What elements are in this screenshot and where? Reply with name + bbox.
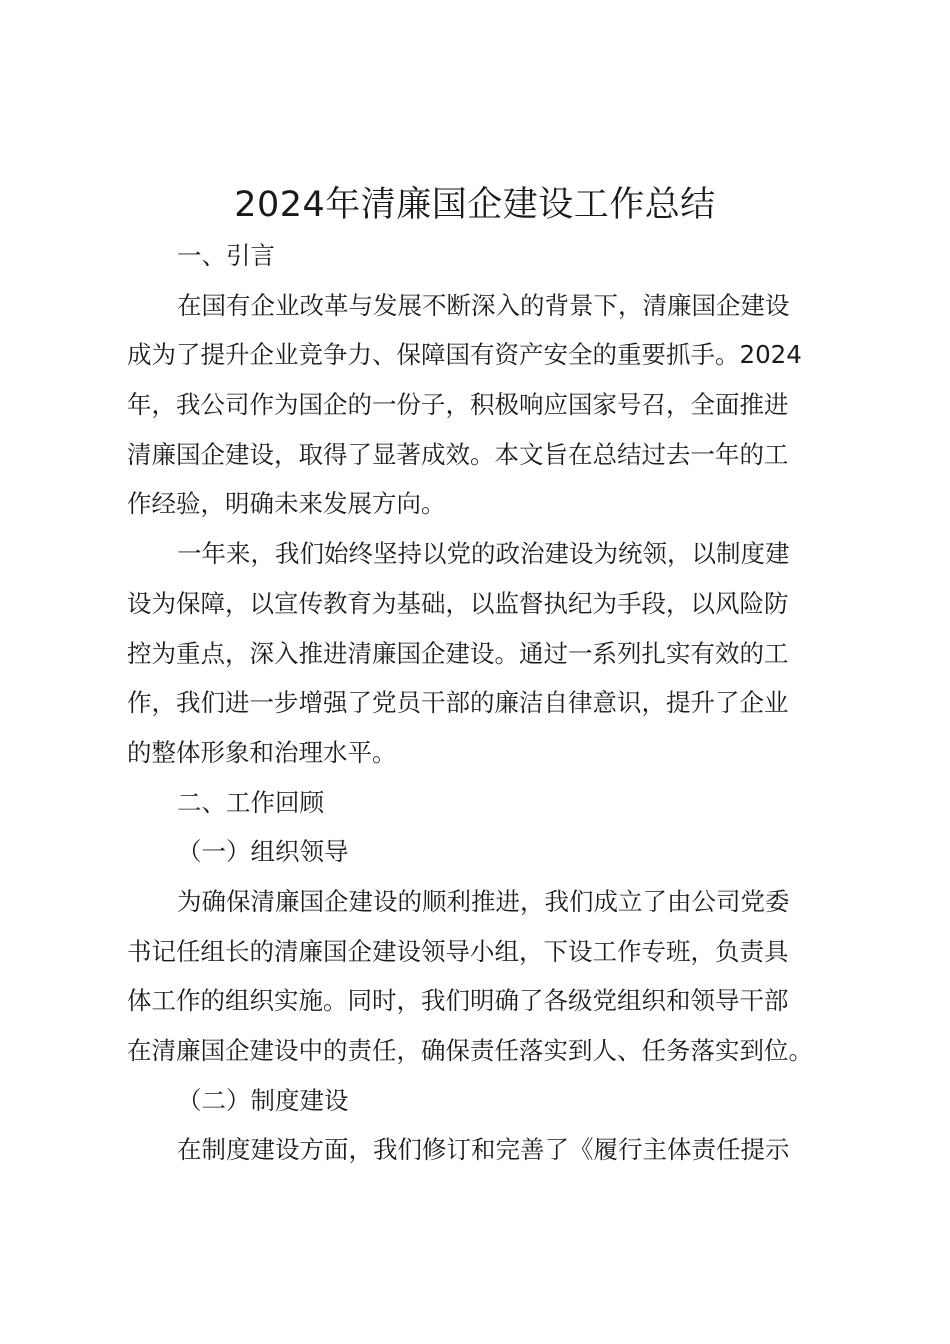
text-line: 书记任组长的清廉国企建设领导小组，下设工作专班，负责具 bbox=[127, 936, 789, 966]
text-line: 年，我公司作为国企的一份子，积极响应国家号召，全面推进 bbox=[127, 390, 789, 420]
text-line: 体工作的组织实施。同时，我们明确了各级党组织和领导干部 bbox=[127, 986, 789, 1016]
text-line: 控为重点，深入推进清廉国企建设。通过一系列扎实有效的工 bbox=[127, 638, 789, 668]
document-body bbox=[127, 231, 837, 1175]
text-line: 在国有企业改革与发展不断深入的背景下，清廉国企建设 bbox=[177, 290, 790, 320]
text-line: （一）组织领导 bbox=[177, 837, 349, 867]
text-line: 清廉国企建设，取得了显著成效。本文旨在总结过去一年的工 bbox=[127, 439, 789, 469]
text-line: 设为保障，以宣传教育为基础，以监督执纪为手段，以风险防 bbox=[127, 588, 789, 618]
text-line: 二、工作回顾 bbox=[177, 787, 324, 817]
text-line: （二）制度建设 bbox=[177, 1085, 349, 1115]
text-line: 作，我们进一步增强了党员干部的廉洁自律意识，提升了企业 bbox=[127, 688, 789, 718]
text-line: 在清廉国企建设中的责任，确保责任落实到人、任务落实到位。 bbox=[127, 1036, 813, 1065]
text-line: 的整体形象和治理水平。 bbox=[127, 737, 397, 767]
text-line: 作经验，明确未来发展方向。 bbox=[127, 489, 446, 519]
text-line: 成为了提升企业竞争力、保障国有资产安全的重要抓手。2024 bbox=[127, 340, 802, 370]
text-line: 一、引言 bbox=[177, 241, 275, 270]
document-title: 2024年清廉国企建设工作总结 bbox=[234, 185, 716, 225]
text-line: 在制度建设方面，我们修订和完善了《履行主体责任提示 bbox=[177, 1135, 790, 1165]
text-line: 一年来，我们始终坚持以党的政治建设为统领，以制度建 bbox=[177, 539, 790, 569]
text-line: 为确保清廉国企建设的顺利推进，我们成立了由公司党委 bbox=[177, 886, 790, 916]
